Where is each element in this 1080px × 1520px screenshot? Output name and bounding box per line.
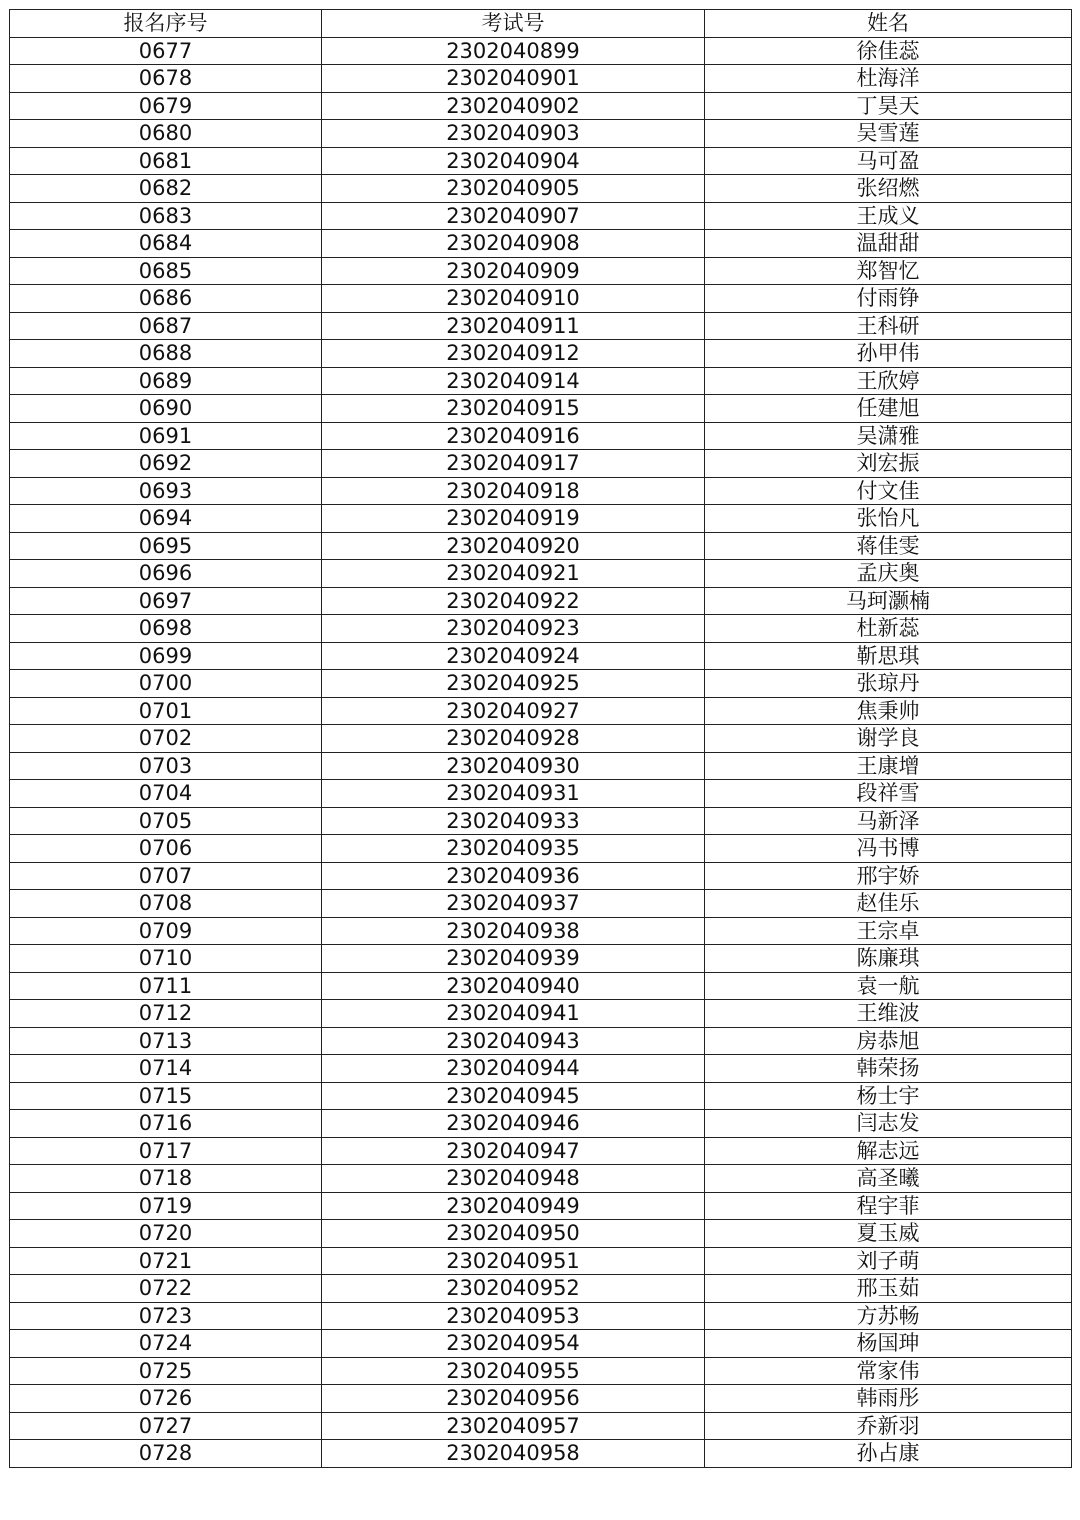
table-row [10,945,1072,973]
table-row [10,972,1072,1000]
table-row [10,505,1072,533]
table-row [10,92,1072,120]
cell-name: 杜海洋 [705,65,1072,93]
cell-exam-no: 2302040925 [322,670,705,698]
cell-registration-no: 0683 [10,202,322,230]
cell-exam-no: 2302040916 [322,422,705,450]
cell-name: 温甜甜 [705,230,1072,258]
table-row [10,560,1072,588]
table-row [10,835,1072,863]
cell-name: 孙甲伟 [705,340,1072,368]
cell-registration-no: 0727 [10,1412,322,1440]
cell-name: 杨士宇 [705,1082,1072,1110]
cell-exam-no: 2302040912 [322,340,705,368]
cell-registration-no: 0726 [10,1385,322,1413]
cell-name: 王欣婷 [705,367,1072,395]
cell-exam-no: 2302040902 [322,92,705,120]
cell-name: 王成义 [705,202,1072,230]
cell-exam-no: 2302040903 [322,120,705,148]
cell-registration-no: 0691 [10,422,322,450]
cell-registration-no: 0721 [10,1247,322,1275]
table-row [10,175,1072,203]
cell-registration-no: 0715 [10,1082,322,1110]
cell-exam-no: 2302040937 [322,890,705,918]
table-row [10,1137,1072,1165]
cell-exam-no: 2302040936 [322,862,705,890]
cell-registration-no: 0688 [10,340,322,368]
table-row [10,532,1072,560]
cell-name: 常家伟 [705,1357,1072,1385]
cell-exam-no: 2302040950 [322,1220,705,1248]
cell-name: 解志远 [705,1137,1072,1165]
cell-registration-no: 0713 [10,1027,322,1055]
cell-name: 郑智忆 [705,257,1072,285]
cell-exam-no: 2302040946 [322,1110,705,1138]
cell-registration-no: 0678 [10,65,322,93]
cell-name: 马可盈 [705,147,1072,175]
cell-registration-no: 0722 [10,1275,322,1303]
cell-registration-no: 0717 [10,1137,322,1165]
cell-registration-no: 0710 [10,945,322,973]
cell-exam-no: 2302040943 [322,1027,705,1055]
table-row [10,1110,1072,1138]
table-row [10,65,1072,93]
cell-name: 任建旭 [705,395,1072,423]
cell-exam-no: 2302040914 [322,367,705,395]
cell-name: 马新泽 [705,807,1072,835]
cell-registration-no: 0680 [10,120,322,148]
cell-exam-no: 2302040948 [322,1165,705,1193]
cell-name: 冯书博 [705,835,1072,863]
cell-registration-no: 0714 [10,1055,322,1083]
cell-exam-no: 2302040928 [322,725,705,753]
cell-exam-no: 2302040939 [322,945,705,973]
cell-name: 付雨铮 [705,285,1072,313]
cell-name: 夏玉威 [705,1220,1072,1248]
header-registration-no: 报名序号 [10,10,322,38]
table-row [10,340,1072,368]
table-row [10,587,1072,615]
cell-registration-no: 0718 [10,1165,322,1193]
cell-registration-no: 0720 [10,1220,322,1248]
table-row [10,285,1072,313]
cell-name: 刘宏振 [705,450,1072,478]
table-row [10,422,1072,450]
table-row [10,230,1072,258]
header-name: 姓名 [705,10,1072,38]
cell-registration-no: 0690 [10,395,322,423]
cell-registration-no: 0698 [10,615,322,643]
table-row [10,670,1072,698]
cell-registration-no: 0700 [10,670,322,698]
table-body [10,37,1072,1467]
cell-exam-no: 2302040944 [322,1055,705,1083]
table-header [10,10,1072,38]
cell-registration-no: 0679 [10,92,322,120]
cell-exam-no: 2302040907 [322,202,705,230]
cell-registration-no: 0682 [10,175,322,203]
table-row [10,752,1072,780]
cell-exam-no: 2302040935 [322,835,705,863]
cell-registration-no: 0706 [10,835,322,863]
table-row [10,1385,1072,1413]
cell-registration-no: 0712 [10,1000,322,1028]
table-row [10,917,1072,945]
cell-name: 杨国珅 [705,1330,1072,1358]
cell-name: 韩荣扬 [705,1055,1072,1083]
cell-registration-no: 0719 [10,1192,322,1220]
cell-exam-no: 2302040957 [322,1412,705,1440]
cell-exam-no: 2302040923 [322,615,705,643]
cell-exam-no: 2302040953 [322,1302,705,1330]
cell-registration-no: 0694 [10,505,322,533]
table-row [10,147,1072,175]
cell-exam-no: 2302040915 [322,395,705,423]
cell-exam-no: 2302040933 [322,807,705,835]
cell-name: 孙占康 [705,1440,1072,1468]
cell-exam-no: 2302040947 [322,1137,705,1165]
cell-registration-no: 0677 [10,37,322,65]
cell-name: 闫志发 [705,1110,1072,1138]
table-row [10,1220,1072,1248]
cell-registration-no: 0695 [10,532,322,560]
cell-exam-no: 2302040909 [322,257,705,285]
table-row [10,312,1072,340]
cell-registration-no: 0702 [10,725,322,753]
cell-exam-no: 2302040927 [322,697,705,725]
cell-exam-no: 2302040910 [322,285,705,313]
cell-registration-no: 0711 [10,972,322,1000]
header-exam-no: 考试号 [322,10,705,38]
table-row [10,725,1072,753]
cell-registration-no: 0705 [10,807,322,835]
cell-exam-no: 2302040930 [322,752,705,780]
cell-name: 张绍燃 [705,175,1072,203]
cell-name: 王康增 [705,752,1072,780]
cell-name: 谢学良 [705,725,1072,753]
table-row [10,1302,1072,1330]
cell-registration-no: 0725 [10,1357,322,1385]
cell-exam-no: 2302040958 [322,1440,705,1468]
table-row [10,1055,1072,1083]
cell-name: 高圣曦 [705,1165,1072,1193]
table-row [10,1275,1072,1303]
cell-name: 吴雪莲 [705,120,1072,148]
cell-name: 靳思琪 [705,642,1072,670]
table-row [10,1082,1072,1110]
cell-registration-no: 0681 [10,147,322,175]
cell-name: 王维波 [705,1000,1072,1028]
table-row [10,1330,1072,1358]
cell-name: 马珂灏楠 [705,587,1072,615]
table-row [10,862,1072,890]
cell-name: 吴潇雅 [705,422,1072,450]
cell-registration-no: 0699 [10,642,322,670]
cell-registration-no: 0724 [10,1330,322,1358]
cell-exam-no: 2302040938 [322,917,705,945]
cell-exam-no: 2302040952 [322,1275,705,1303]
table-row [10,1165,1072,1193]
table-row [10,1027,1072,1055]
cell-exam-no: 2302040905 [322,175,705,203]
cell-name: 韩雨彤 [705,1385,1072,1413]
table-row [10,202,1072,230]
cell-registration-no: 0709 [10,917,322,945]
cell-exam-no: 2302040941 [322,1000,705,1028]
table-row [10,1357,1072,1385]
table-row [10,120,1072,148]
cell-exam-no: 2302040899 [322,37,705,65]
cell-name: 刘子萌 [705,1247,1072,1275]
cell-exam-no: 2302040908 [322,230,705,258]
cell-name: 袁一航 [705,972,1072,1000]
cell-registration-no: 0728 [10,1440,322,1468]
cell-registration-no: 0708 [10,890,322,918]
roster-table [9,9,1072,1468]
cell-name: 邢宇娇 [705,862,1072,890]
cell-exam-no: 2302040901 [322,65,705,93]
cell-exam-no: 2302040920 [322,532,705,560]
cell-registration-no: 0697 [10,587,322,615]
cell-exam-no: 2302040919 [322,505,705,533]
cell-name: 王科研 [705,312,1072,340]
cell-name: 陈廉琪 [705,945,1072,973]
cell-registration-no: 0689 [10,367,322,395]
cell-registration-no: 0684 [10,230,322,258]
cell-name: 方苏畅 [705,1302,1072,1330]
cell-exam-no: 2302040945 [322,1082,705,1110]
cell-name: 丁昊天 [705,92,1072,120]
cell-registration-no: 0693 [10,477,322,505]
table-row [10,367,1072,395]
table-row [10,615,1072,643]
cell-exam-no: 2302040955 [322,1357,705,1385]
cell-name: 王宗卓 [705,917,1072,945]
cell-registration-no: 0723 [10,1302,322,1330]
cell-registration-no: 0686 [10,285,322,313]
cell-registration-no: 0701 [10,697,322,725]
table-row [10,1440,1072,1468]
cell-registration-no: 0703 [10,752,322,780]
cell-name: 段祥雪 [705,780,1072,808]
cell-name: 孟庆奥 [705,560,1072,588]
table-row [10,450,1072,478]
cell-registration-no: 0704 [10,780,322,808]
cell-registration-no: 0696 [10,560,322,588]
table-row [10,807,1072,835]
cell-name: 蒋佳雯 [705,532,1072,560]
cell-registration-no: 0716 [10,1110,322,1138]
cell-registration-no: 0692 [10,450,322,478]
cell-name: 房恭旭 [705,1027,1072,1055]
table-row [10,890,1072,918]
cell-registration-no: 0685 [10,257,322,285]
table-row [10,1412,1072,1440]
cell-exam-no: 2302040949 [322,1192,705,1220]
table-row [10,257,1072,285]
cell-exam-no: 2302040917 [322,450,705,478]
cell-name: 乔新羽 [705,1412,1072,1440]
cell-name: 程宇菲 [705,1192,1072,1220]
cell-name: 付文佳 [705,477,1072,505]
cell-registration-no: 0707 [10,862,322,890]
cell-name: 邢玉茹 [705,1275,1072,1303]
table-row [10,642,1072,670]
table-row [10,780,1072,808]
cell-exam-no: 2302040951 [322,1247,705,1275]
table-row [10,1247,1072,1275]
cell-name: 焦秉帅 [705,697,1072,725]
cell-exam-no: 2302040921 [322,560,705,588]
cell-exam-no: 2302040904 [322,147,705,175]
header-row [10,10,1072,38]
table-row [10,1000,1072,1028]
cell-name: 杜新蕊 [705,615,1072,643]
cell-exam-no: 2302040924 [322,642,705,670]
cell-name: 张琼丹 [705,670,1072,698]
cell-exam-no: 2302040911 [322,312,705,340]
cell-name: 张怡凡 [705,505,1072,533]
cell-exam-no: 2302040940 [322,972,705,1000]
table-row [10,37,1072,65]
table-row [10,1192,1072,1220]
table-row [10,697,1072,725]
cell-name: 赵佳乐 [705,890,1072,918]
cell-registration-no: 0687 [10,312,322,340]
cell-exam-no: 2302040931 [322,780,705,808]
cell-exam-no: 2302040954 [322,1330,705,1358]
cell-exam-no: 2302040918 [322,477,705,505]
table-row [10,395,1072,423]
cell-exam-no: 2302040922 [322,587,705,615]
table-row [10,477,1072,505]
cell-exam-no: 2302040956 [322,1385,705,1413]
cell-name: 徐佳蕊 [705,37,1072,65]
